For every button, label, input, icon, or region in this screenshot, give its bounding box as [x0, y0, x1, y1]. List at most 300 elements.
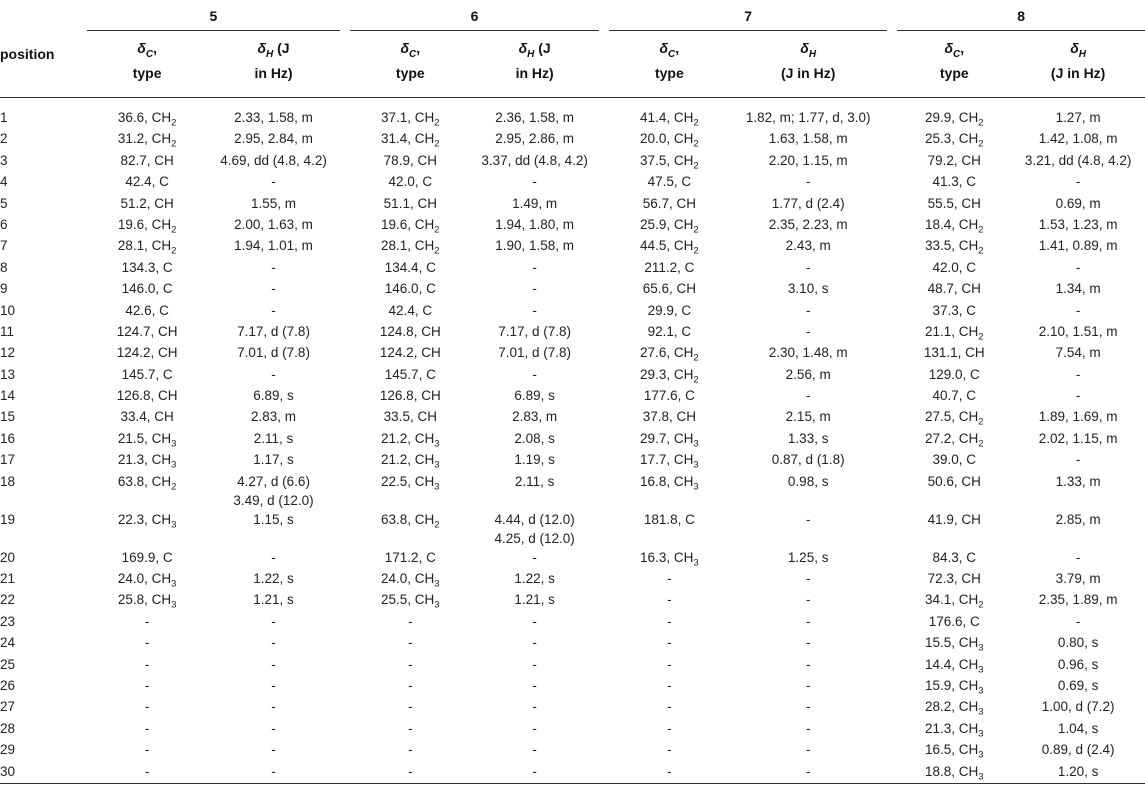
column-gap: [599, 194, 609, 215]
position-cell: 29: [0, 742, 16, 758]
proton-shift-cell: -: [532, 281, 537, 297]
proton-shift-cell: 0.98, s: [787, 473, 829, 489]
position-cell: 30: [0, 762, 87, 784]
carbon-shift-cell: -: [144, 656, 150, 672]
proton-shift-cell: 1.41, 0.89, m: [1038, 238, 1118, 254]
proton-shift-cell: 2.00, 1.63, m: [234, 216, 313, 232]
column-gap: [887, 236, 897, 257]
position-cell: 6: [0, 216, 8, 232]
carbon-shift-cell: 78.9, CH: [383, 152, 437, 168]
carbon-shift-cell: -: [667, 720, 672, 736]
table-row: [0, 429, 1145, 450]
proton-shift-cell: 2.08, s: [514, 430, 555, 446]
column-gap: [340, 762, 350, 784]
carbon-shift-cell: 17.7, $CH_3$: [640, 452, 699, 471]
table-row: [0, 322, 1145, 343]
proton-shift-cell: 6.89, s: [514, 388, 555, 404]
carbon-shift-cell: 79.2, CH: [927, 152, 981, 168]
table-body: [0, 98, 1145, 784]
delta-h-j-header: $\delta_H$ (J in Hz): [1050, 40, 1106, 81]
carbon-shift-cell: 42.4, C: [388, 302, 433, 318]
carbon-shift-cell: 33.4, CH: [120, 409, 174, 425]
carbon-shift-cell: 51.2, CH: [120, 195, 174, 211]
carbon-shift-cell: 124.8, CH: [379, 323, 441, 339]
proton-shift-cell: 0.89, d (2.4): [1041, 742, 1115, 758]
column-gap: [887, 279, 897, 300]
proton-shift-cell: -: [271, 635, 276, 651]
carbon-shift-cell: 36.6, $CH_2$: [117, 110, 177, 129]
carbon-shift-cell: 21.1, $CH_2$: [924, 323, 984, 343]
carbon-shift-cell: 33.5, CH: [383, 409, 437, 425]
carbon-shift-cell: 29.3, $CH_2$: [640, 366, 699, 386]
proton-shift-cell: -: [805, 699, 811, 715]
carbon-shift-cell: 37.1, $CH_2$: [381, 110, 440, 129]
table-row: [0, 548, 1145, 569]
column-gap: [887, 365, 897, 386]
table-row: [0, 450, 1145, 471]
column-gap: [340, 633, 350, 654]
header-gap: [599, 0, 609, 31]
carbon-shift-cell: 18.8, $CH_3$: [897, 762, 1011, 784]
proton-shift-cell: 2.85, m: [1055, 511, 1101, 527]
carbon-shift-cell: 146.0, C: [384, 281, 436, 297]
position-cell: 25: [0, 656, 16, 672]
table-row: [0, 365, 1145, 386]
carbon-shift-cell: 16.8, $CH_3$: [640, 473, 699, 493]
position-cell: 12: [0, 345, 16, 361]
proton-shift-cell: -: [271, 656, 276, 672]
proton-shift-cell: 1.22, s: [514, 571, 555, 587]
carbon-shift-cell: 40.7, C: [932, 388, 977, 404]
proton-shift-cell: 2.35, 2.23, m: [768, 216, 848, 232]
column-gap: [887, 590, 897, 611]
proton-shift-cell: -: [1075, 613, 1081, 629]
carbon-shift-cell: -: [144, 635, 150, 651]
carbon-shift-cell: -: [144, 720, 150, 736]
proton-shift-cell: -: [271, 613, 276, 629]
table-row: [0, 236, 1145, 257]
carbon-shift-cell: 22.5, $CH_3$: [381, 473, 440, 493]
column-gap: [599, 676, 609, 697]
table-row: [0, 215, 1145, 236]
proton-shift-cell: -: [805, 742, 811, 758]
compound-5-header: 5: [87, 0, 340, 31]
compound-6-header: 6: [350, 0, 599, 31]
position-cell: 17: [0, 452, 16, 468]
carbon-shift-cell: -: [144, 699, 150, 715]
column-gap: [887, 129, 897, 150]
carbon-shift-cell: -: [667, 635, 672, 651]
proton-shift-cell: 2.56, m: [785, 366, 831, 382]
table-row: [0, 194, 1145, 215]
carbon-shift-cell: 25.5, $CH_3$: [381, 592, 440, 612]
column-gap: [599, 740, 609, 761]
column-gap: [887, 301, 897, 322]
table-row: [0, 108, 1145, 129]
column-gap: [887, 343, 897, 364]
proton-shift-cell: 4.27, d (6.6) 3.49, d (12.0): [233, 473, 314, 508]
carbon-shift-cell: 42.4, C: [125, 174, 169, 190]
column-gap: [599, 612, 609, 633]
proton-shift-cell: 4.69, dd (4.8, 4.2): [220, 152, 327, 168]
carbon-shift-cell: 21.3, $CH_3$: [924, 720, 984, 740]
carbon-shift-cell: 51.1, CH: [383, 195, 437, 211]
delta-h-j-header: $\delta_H$ (J in Hz): [515, 40, 554, 81]
delta-c-type-header: $\delta_C$, type: [395, 40, 425, 81]
proton-shift-cell: 3.79, m: [1055, 571, 1101, 587]
carbon-shift-cell: 15.9, $CH_3$: [924, 677, 984, 697]
column-gap: [599, 762, 609, 784]
proton-shift-cell: 1.00, d (7.2): [1041, 699, 1115, 715]
column-gap: [340, 429, 350, 450]
proton-shift-cell: 1.89, 1.69, m: [1038, 409, 1118, 425]
proton-shift-cell: 1.21, s: [253, 592, 294, 608]
column-gap: [887, 386, 897, 407]
proton-shift-cell: 1.22, s: [253, 571, 294, 587]
carbon-shift-cell: 48.7, CH: [927, 281, 981, 297]
table-row: [0, 590, 1145, 611]
proton-shift-cell: -: [1075, 549, 1081, 565]
position-cell: 9: [0, 281, 8, 297]
carbon-shift-cell: 131.1, CH: [923, 345, 985, 361]
carbon-shift-cell: 126.8, CH: [116, 388, 178, 404]
column-gap: [599, 343, 609, 364]
carbon-shift-cell: -: [667, 571, 672, 587]
proton-shift-cell: -: [271, 720, 276, 736]
proton-shift-cell: 2.30, 1.48, m: [768, 345, 848, 361]
carbon-shift-cell: 37.5, $CH_2$: [640, 152, 699, 172]
proton-shift-cell: 0.87, d (1.8): [771, 452, 845, 468]
proton-shift-cell: -: [271, 699, 276, 715]
proton-shift-cell: 2.02, 1.15, m: [1038, 430, 1118, 446]
delta-h-j-header: $\delta_H$ (J in Hz): [254, 40, 293, 81]
proton-shift-cell: -: [805, 174, 811, 190]
proton-shift-cell: 0.69, m: [1055, 195, 1101, 211]
column-gap: [340, 569, 350, 590]
carbon-shift-cell: -: [144, 677, 150, 693]
carbon-shift-cell: 29.7, $CH_3$: [640, 430, 699, 450]
carbon-shift-cell: 41.9, CH: [927, 511, 981, 527]
column-gap: [340, 365, 350, 386]
carbon-shift-cell: 27.6, $CH_2$: [640, 345, 699, 364]
table-row: [0, 612, 1145, 633]
carbon-shift-cell: 42.6, C: [125, 302, 169, 318]
column-gap: [887, 172, 897, 193]
column-gap: [599, 450, 609, 471]
proton-shift-cell: 1.33, m: [1055, 473, 1101, 489]
proton-shift-cell: -: [271, 174, 276, 190]
proton-shift-cell: 0.69, s: [1057, 677, 1099, 693]
carbon-shift-cell: 18.4, $CH_2$: [924, 216, 984, 236]
carbon-shift-cell: 15.5, $CH_3$: [924, 635, 984, 654]
proton-shift-cell: 1.34, m: [1055, 281, 1101, 297]
proton-shift-cell: -: [271, 281, 276, 297]
carbon-shift-cell: 28.1, $CH_2$: [117, 238, 177, 258]
table-row: [0, 676, 1145, 697]
proton-shift-cell: -: [805, 302, 811, 318]
carbon-shift-cell: 63.8, $CH_2$: [117, 473, 177, 493]
column-gap: [340, 450, 350, 471]
table-row: [0, 740, 1145, 761]
column-gap: [340, 322, 350, 343]
column-gap: [887, 762, 897, 784]
column-gap: [340, 472, 350, 510]
proton-shift-cell: 1.27, m: [1055, 110, 1101, 125]
carbon-shift-cell: 41.4, $CH_2$: [640, 110, 699, 129]
carbon-shift-cell: -: [408, 699, 413, 715]
column-gap: [599, 510, 609, 548]
carbon-shift-cell: -: [667, 592, 672, 608]
proton-shift-cell: 1.33, s: [787, 430, 829, 446]
table-row: [0, 172, 1145, 193]
position-cell: 8: [0, 259, 8, 275]
proton-shift-cell: 1.94, 1.80, m: [495, 216, 575, 232]
position-cell: 13: [0, 366, 16, 382]
proton-shift-cell: 2.83, m: [251, 409, 297, 425]
proton-shift-cell: 1.21, s: [514, 592, 555, 608]
proton-shift-cell: 2.11, s: [514, 473, 555, 489]
position-cell: 20: [0, 549, 16, 565]
carbon-shift-cell: 29.9, $CH_2$: [924, 110, 984, 129]
proton-shift-cell: -: [805, 259, 811, 275]
carbon-shift-cell: 84.3, C: [932, 549, 977, 565]
column-gap: [599, 697, 609, 718]
carbon-shift-cell: -: [667, 699, 672, 715]
column-gap: [887, 472, 897, 510]
proton-shift-cell: -: [470, 762, 598, 784]
proton-shift-cell: -: [271, 302, 276, 318]
proton-shift-cell: -: [532, 302, 537, 318]
carbon-shift-cell: 27.2, $CH_2$: [924, 430, 984, 450]
proton-shift-cell: 7.01, d (7.8): [498, 345, 572, 361]
column-gap: [599, 151, 609, 172]
proton-shift-cell: 2.43, m: [785, 238, 831, 254]
column-gap: [887, 151, 897, 172]
proton-shift-cell: 2.33, 1.58, m: [234, 110, 313, 125]
column-gap: [340, 719, 350, 740]
carbon-shift-cell: -: [144, 742, 150, 758]
table-row: [0, 129, 1145, 150]
column-gap: [599, 236, 609, 257]
column-gap: [887, 676, 897, 697]
position-cell: 21: [0, 571, 16, 587]
proton-shift-cell: -: [271, 742, 276, 758]
column-gap: [599, 129, 609, 150]
column-gap: [340, 740, 350, 761]
carbon-shift-cell: 63.8, $CH_2$: [381, 511, 440, 531]
carbon-shift-cell: 41.3, C: [932, 174, 977, 190]
table-row: [0, 472, 1145, 510]
column-gap: [887, 655, 897, 676]
proton-shift-cell: 1.53, 1.23, m: [1038, 216, 1118, 232]
carbon-shift-cell: 27.5, $CH_2$: [924, 409, 984, 429]
delta-c-type-header: $\delta_C$, type: [654, 40, 684, 81]
carbon-shift-cell: 25.3, $CH_2$: [924, 131, 984, 151]
carbon-shift-cell: 82.7, CH: [120, 152, 174, 168]
carbon-shift-cell: 37.8, CH: [642, 409, 696, 425]
proton-shift-cell: 2.83, m: [512, 409, 558, 425]
carbon-shift-cell: 126.8, CH: [379, 388, 441, 404]
proton-shift-cell: 1.15, s: [253, 511, 294, 527]
carbon-shift-cell: 181.8, C: [643, 511, 695, 527]
carbon-shift-cell: 21.2, $CH_3$: [381, 430, 440, 450]
proton-shift-cell: 7.17, d (7.8): [498, 323, 572, 339]
column-gap: [340, 172, 350, 193]
column-gap: [887, 429, 897, 450]
carbon-shift-cell: 145.7, C: [384, 366, 436, 382]
position-cell: 15: [0, 409, 16, 425]
proton-shift-cell: 7.17, d (7.8): [237, 323, 310, 339]
position-cell: 7: [0, 238, 8, 254]
column-gap: [340, 301, 350, 322]
table-row: [0, 301, 1145, 322]
header-gap: [599, 31, 609, 98]
position-cell: 19: [0, 511, 16, 527]
column-gap: [887, 215, 897, 236]
column-gap: [599, 719, 609, 740]
column-gap: [340, 676, 350, 697]
carbon-shift-cell: 24.0, $CH_3$: [117, 571, 177, 590]
column-gap: [340, 612, 350, 633]
carbon-shift-cell: 22.3, $CH_3$: [117, 511, 177, 531]
carbon-shift-cell: -: [408, 635, 413, 651]
table-header: [0, 0, 1145, 98]
proton-shift-cell: 1.49, m: [512, 195, 558, 211]
column-gap: [887, 612, 897, 633]
column-gap: [340, 108, 350, 129]
position-cell: 1: [0, 110, 8, 125]
proton-shift-cell: -: [805, 388, 811, 404]
position-cell: 28: [0, 720, 16, 736]
proton-shift-cell: 1.17, s: [253, 452, 294, 468]
column-gap: [340, 510, 350, 548]
carbon-shift-cell: -: [408, 677, 413, 693]
column-gap: [340, 590, 350, 611]
carbon-shift-cell: 47.5, C: [647, 174, 692, 190]
carbon-shift-cell: 19.6, $CH_2$: [381, 216, 440, 236]
proton-shift-cell: -: [271, 259, 276, 275]
proton-shift-cell: -: [805, 511, 811, 527]
carbon-shift-cell: 20.0, $CH_2$: [640, 131, 699, 151]
proton-shift-cell: -: [1075, 259, 1081, 275]
column-gap: [887, 548, 897, 569]
carbon-shift-cell: -: [667, 677, 672, 693]
compound-7-header: 7: [609, 0, 887, 31]
position-cell: 27: [0, 699, 16, 715]
proton-shift-cell: -: [532, 613, 537, 629]
compound-header-row: [0, 0, 1145, 31]
proton-shift-cell: -: [805, 677, 811, 693]
column-gap: [599, 386, 609, 407]
column-gap: [340, 194, 350, 215]
carbon-shift-cell: 72.3, CH: [927, 571, 981, 587]
position-cell: 5: [0, 195, 8, 211]
carbon-shift-cell: -: [408, 613, 413, 629]
proton-shift-cell: 1.19, s: [514, 452, 555, 468]
column-gap: [887, 510, 897, 548]
position-cell: 10: [0, 302, 16, 318]
proton-shift-cell: -: [271, 549, 276, 565]
header-gap: [340, 31, 350, 98]
carbon-shift-cell: 24.0, $CH_3$: [381, 571, 440, 590]
column-gap: [599, 279, 609, 300]
column-gap: [599, 429, 609, 450]
table-row: [0, 343, 1145, 364]
carbon-shift-cell: 124.7, CH: [116, 323, 178, 339]
proton-shift-cell: 0.80, s: [1057, 635, 1099, 651]
carbon-shift-cell: 14.4, $CH_3$: [924, 656, 984, 676]
position-cell: 14: [0, 388, 16, 404]
proton-shift-cell: 2.95, 2.86, m: [495, 131, 575, 147]
compound-8-header: 8: [897, 0, 1145, 31]
position-cell: 11: [0, 323, 15, 339]
column-gap: [887, 450, 897, 471]
position-cell: 18: [0, 473, 16, 489]
column-gap: [887, 407, 897, 428]
column-gap: [340, 343, 350, 364]
position-header: position: [0, 45, 55, 62]
carbon-shift-cell: 177.6, C: [643, 388, 695, 404]
column-gap: [599, 590, 609, 611]
proton-shift-cell: 2.15, m: [785, 409, 831, 425]
column-gap: [599, 301, 609, 322]
carbon-shift-cell: -: [350, 762, 470, 784]
carbon-shift-cell: 21.3, $CH_3$: [117, 452, 177, 471]
proton-shift-cell: -: [1075, 174, 1081, 190]
carbon-shift-cell: 39.0, C: [932, 452, 977, 468]
carbon-shift-cell: -: [667, 613, 672, 629]
column-gap: [599, 548, 609, 569]
carbon-shift-cell: 146.0, C: [121, 281, 173, 297]
carbon-shift-cell: -: [144, 613, 150, 629]
carbon-shift-cell: 25.8, $CH_3$: [117, 592, 177, 612]
carbon-shift-cell: 145.7, C: [121, 366, 173, 382]
carbon-shift-cell: 28.2, $CH_3$: [924, 699, 984, 719]
proton-shift-cell: -: [1075, 452, 1081, 468]
column-gap: [599, 108, 609, 129]
proton-shift-cell: 2.36, 1.58, m: [495, 110, 575, 125]
proton-shift-cell: 1.77, d (2.4): [771, 195, 845, 211]
proton-shift-cell: -: [805, 571, 811, 587]
proton-shift-cell: 4.44, d (12.0) 4.25, d (12.0): [494, 511, 575, 546]
column-gap: [887, 740, 897, 761]
carbon-shift-cell: -: [87, 762, 207, 784]
proton-shift-cell: 1.90, 1.58, m: [495, 238, 575, 254]
proton-shift-cell: 2.10, 1.51, m: [1038, 323, 1118, 339]
proton-shift-cell: -: [532, 720, 537, 736]
position-cell: 3: [0, 152, 8, 168]
body-spacer: [0, 98, 1145, 109]
proton-shift-cell: -: [729, 762, 887, 784]
column-gap: [340, 386, 350, 407]
proton-shift-cell: 1.94, 1.01, m: [234, 238, 313, 254]
carbon-shift-cell: 124.2, CH: [379, 345, 441, 361]
carbon-shift-cell: 31.4, $CH_2$: [381, 131, 440, 151]
proton-shift-cell: 1.63, 1.58, m: [768, 131, 848, 147]
table-row: [0, 697, 1145, 718]
proton-shift-cell: 1.82, m; 1.77, d, 3.0): [745, 110, 871, 125]
proton-shift-cell: 1.25, s: [787, 549, 829, 565]
carbon-shift-cell: 25.9, $CH_2$: [640, 216, 699, 236]
proton-shift-cell: -: [1075, 388, 1081, 404]
proton-shift-cell: -: [532, 635, 537, 651]
carbon-shift-cell: 171.2, C: [384, 549, 436, 565]
proton-shift-cell: 3.10, s: [787, 281, 829, 297]
position-cell: 4: [0, 174, 8, 190]
carbon-shift-cell: -: [408, 742, 413, 758]
column-gap: [887, 108, 897, 129]
column-gap: [599, 472, 609, 510]
